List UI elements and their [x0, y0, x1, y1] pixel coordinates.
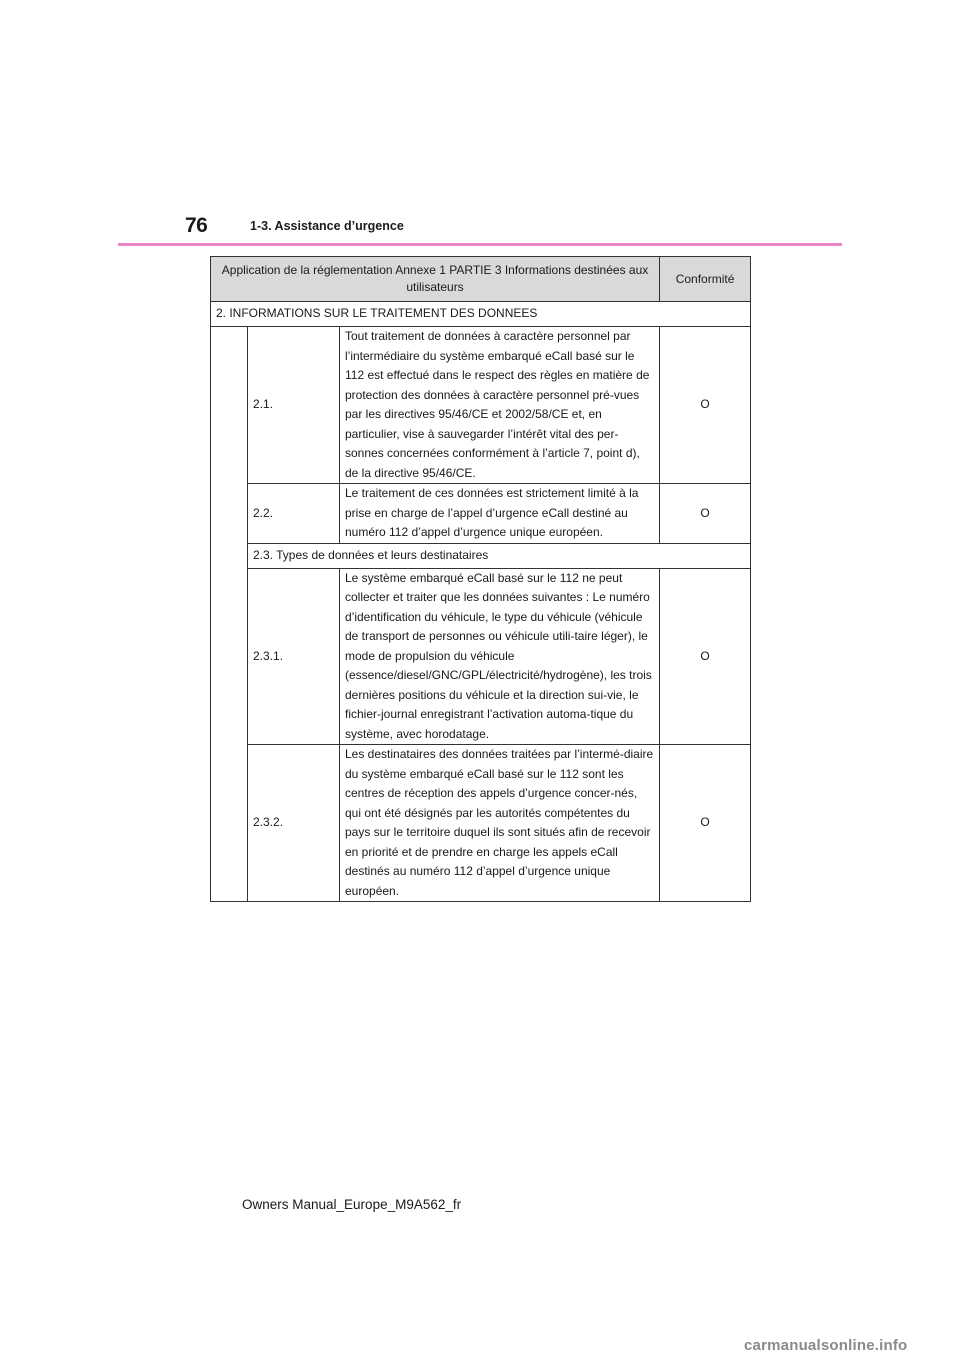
manual-identifier: Owners Manual_Europe_M9A562_fr	[242, 1197, 462, 1212]
row-text: Le traitement de ces données est strictement limité à la prise en charge de l’appel d’urgence eCall destiné au numéro 112 d’appel d’urgence unique européen.	[340, 484, 660, 544]
row-text: Tout traitement de données à caractère personnel par l’intermédiaire du système embarqué eCall basé sur le 112 est effectué dans le respect des règles en matière de protection des données à caractère personnel pré-vues par les directives 95/46/CE et 2002/58/CE et, en particulier, vise à sauvegarder l’intérêt vital des per-sonnes concernées conformément à l’article 7, point d), de la directive 95/46/CE.	[340, 327, 660, 484]
row-conformity: O	[660, 568, 751, 745]
row-conformity: O	[660, 327, 751, 484]
section-title: 1-3. Assistance d’urgence	[250, 219, 404, 233]
subsection-heading: 2.3. Types de données et leurs destinataires	[248, 543, 751, 568]
column-header-application: Application de la réglementation Annexe 1 PARTIE 3 Informations destinées aux utilisateurs	[211, 257, 660, 302]
header-divider	[118, 243, 842, 246]
row-number: 2.1.	[248, 327, 340, 484]
table-row	[211, 327, 751, 484]
table-row	[211, 568, 751, 745]
regulation-table	[210, 256, 751, 902]
table-row	[211, 745, 751, 902]
row-text: Le système embarqué eCall basé sur le 112 ne peut collecter et traiter que les données suivantes : Le numéro d’identification du véhicule, le type du véhicule (véhicule de transport de personnes ou véhicule utili-taire léger), le mode de propulsion du véhicule (essence/diesel/GNC/GPL/électricité/hydrogène), les trois dernières positions du véhicule et la direction sui-vie, le fichier-journal enregistrant l’activation automa-tique du système, avec horodatage.	[340, 568, 660, 745]
row-number: 2.2.	[248, 484, 340, 544]
subsection-row	[211, 543, 751, 568]
row-text: Les destinataires des données traitées par l’intermé-diaire du système embarqué eCall basé sur le 112 sont les centres de réception des appels d’urgence concer-nés, qui ont été désignés par les autorités compétentes du pays sur le territoire duquel ils sont situés afin de recevoir en priorité et de prendre en charge les appels eCall destinés au numéro 112 d’appel d’urgence unique européen.	[340, 745, 660, 902]
row-number: 2.3.1.	[248, 568, 340, 745]
table-header-row	[211, 257, 751, 302]
indent-cell	[211, 327, 248, 902]
page-number: 76	[185, 214, 208, 237]
row-conformity: O	[660, 484, 751, 544]
watermark-text: carmanualsonline.info	[744, 1337, 908, 1354]
table-row	[211, 484, 751, 544]
column-header-conformity: Conformité	[660, 257, 751, 302]
row-conformity: O	[660, 745, 751, 902]
section-row	[211, 302, 751, 327]
row-number: 2.3.2.	[248, 745, 340, 902]
section-heading: 2. INFORMATIONS SUR LE TRAITEMENT DES DONNEES	[211, 302, 751, 327]
